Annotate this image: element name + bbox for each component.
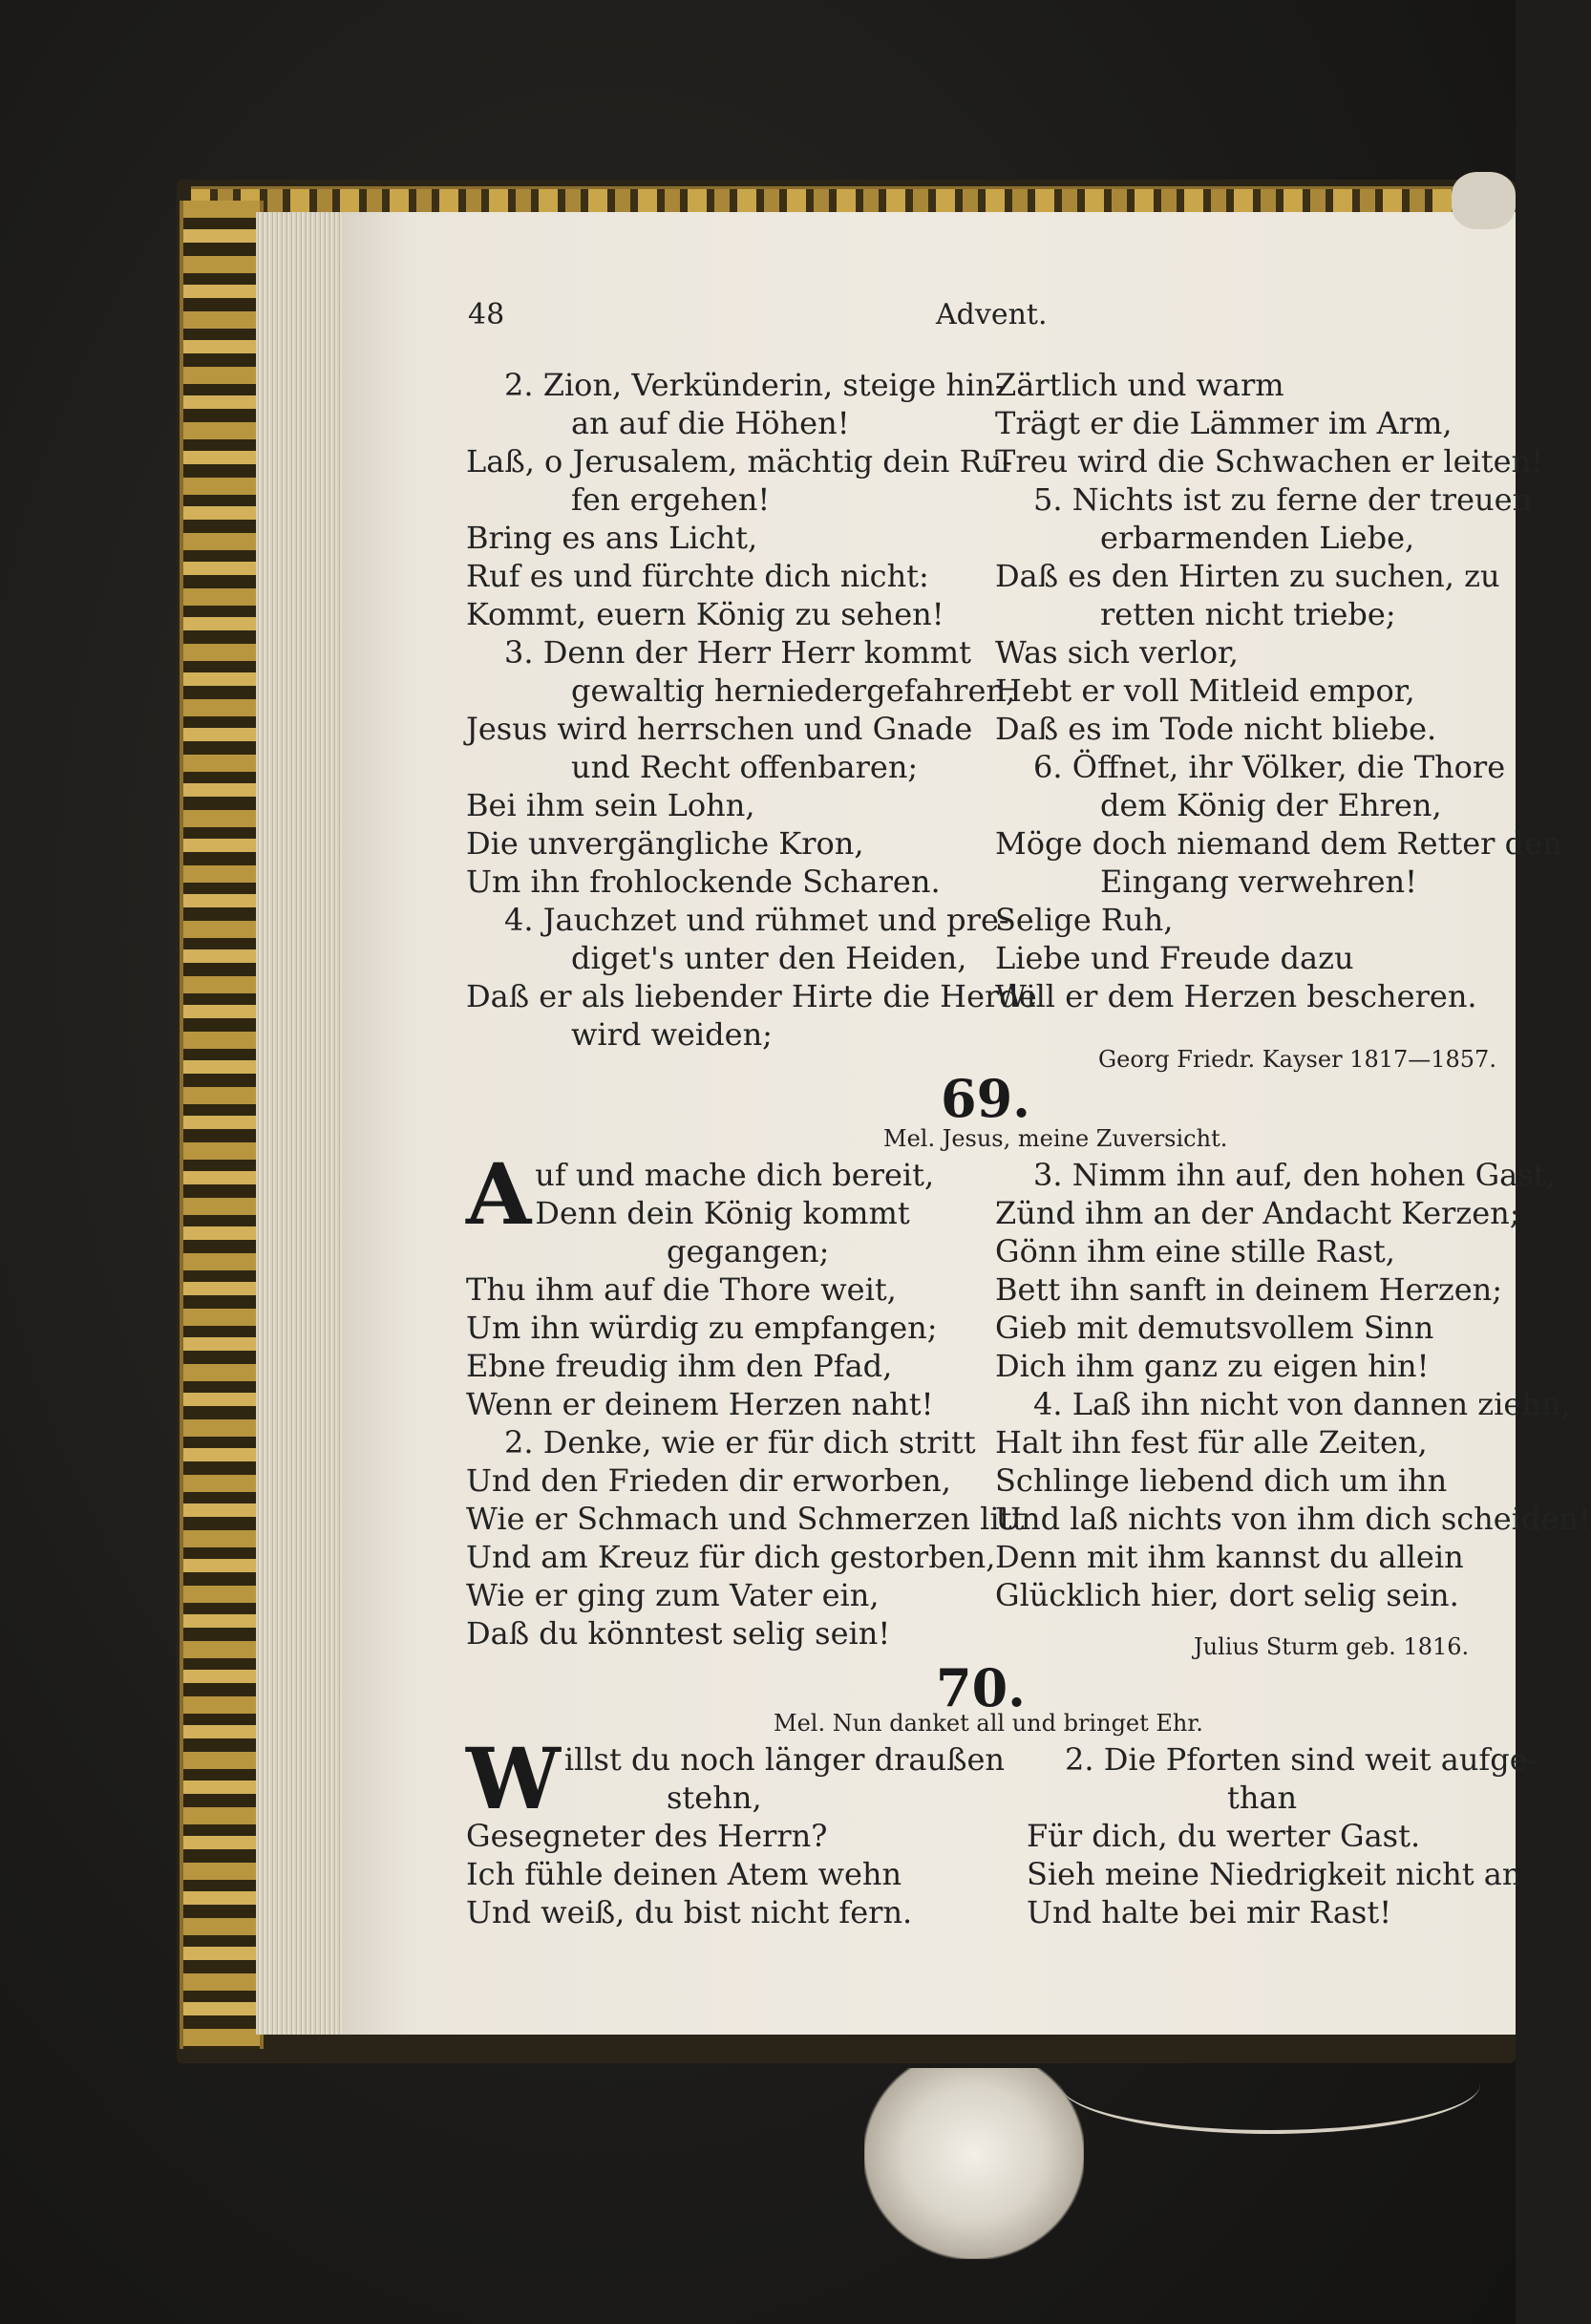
verse-line: Wenn er deinem Herzen naht! <box>466 1386 934 1422</box>
verse-line: Denn mit ihm kannst du allein <box>995 1539 1464 1575</box>
verse-line: gewaltig herniedergefahren, <box>571 672 1016 709</box>
verse-line: Trägt er die Lämmer im Arm, <box>995 405 1453 441</box>
hymn-70-left-column <box>466 1729 1006 1931</box>
drop-cap-70: W <box>466 1729 561 1828</box>
verse-line: Bett ihn sanft in deinem Herzen; <box>995 1271 1503 1308</box>
verse-line: 3. Nimm ihn auf, den hohen Gast, <box>1033 1157 1556 1193</box>
author-line-68: Georg Friedr. Kayser 1817—1857. <box>1098 1046 1496 1073</box>
verse-line: Liebe und Freude dazu <box>995 940 1354 976</box>
verse-line: Und den Frieden dir erworben, <box>466 1462 951 1499</box>
verse-line: fen ergehen! <box>571 481 771 518</box>
verse-line: Thu ihm auf die Thore weit, <box>466 1271 897 1308</box>
verse-line: diget's unter den Heiden, <box>571 940 967 976</box>
verse-line: Möge doch niemand dem Retter den <box>995 825 1562 862</box>
verse-line: 6. Öffnet, ihr Völker, die Thore <box>1033 749 1506 785</box>
verse-line: Und laß nichts von ihm dich scheiden! <box>995 1501 1591 1537</box>
page-number: 48 <box>468 298 505 331</box>
verse-line: 4. Laß ihn nicht von dannen ziehn, <box>1033 1386 1571 1422</box>
page-edges <box>256 212 344 2035</box>
verse-line: Glücklich hier, dort selig sein. <box>995 1577 1459 1613</box>
verse-line: Wie er Schmach und Schmerzen litt <box>466 1501 1025 1537</box>
verse-line: Gönn ihm eine stille Rast, <box>995 1233 1395 1269</box>
verse-line: gegangen; <box>667 1233 830 1269</box>
verse-line: an auf die Höhen! <box>571 405 850 441</box>
verse-line: 3. Denn der Herr Herr kommt <box>504 634 971 671</box>
verse-line: stehn, <box>667 1780 762 1816</box>
bookmark-cord <box>1060 2035 1480 2134</box>
hymn-70-right-column <box>1027 1740 1538 1931</box>
verse-line: Ruf es und fürchte dich nicht: <box>466 558 929 594</box>
author-line-69: Julius Sturm geb. 1816. <box>1194 1633 1470 1660</box>
verse-line: Selige Ruh, <box>995 902 1174 938</box>
verse-line: Dich ihm ganz zu eigen hin! <box>995 1348 1430 1384</box>
verse-line: und Recht offenbaren; <box>571 749 919 785</box>
verse-line: Daß es den Hirten zu suchen, zu <box>995 558 1500 594</box>
hymn-69-left-column <box>466 1144 1025 1652</box>
verse-line: erbarmenden Liebe, <box>1100 520 1415 556</box>
melody-69: Mel. Jesus, meine Zuversicht. <box>883 1125 1228 1152</box>
verse-line: Hebt er voll Mitleid empor, <box>995 672 1415 709</box>
verse-line: Was sich verlor, <box>995 634 1239 671</box>
right-column-top <box>995 366 1562 1015</box>
verse-line: Zünd ihm an der Andacht Kerzen; <box>995 1195 1520 1231</box>
verse-line: Ebne freudig ihm den Pfad, <box>466 1348 893 1384</box>
verse-line: Bring es ans Licht, <box>466 520 758 556</box>
verse-line: retten nicht triebe; <box>1100 596 1396 632</box>
verse-line: dem König der Ehren, <box>1100 787 1442 823</box>
verse-line: Laß, o Jerusalem, mächtig dein Ru- <box>466 443 1013 480</box>
bookmark-tassel <box>864 2068 1084 2259</box>
verse-line: Und weiß, du bist nicht fern. <box>466 1894 913 1930</box>
verse-line: wird weiden; <box>571 1016 773 1053</box>
verse-line: Gieb mit demutsvollem Sinn <box>995 1310 1434 1346</box>
verse-line: Bei ihm sein Lohn, <box>466 787 755 823</box>
verse-line: Wie er ging zum Vater ein, <box>466 1577 880 1613</box>
verse-line: Treu wird die Schwachen er leiten! <box>995 443 1544 480</box>
melody-70: Mel. Nun danket all und bringet Ehr. <box>774 1710 1203 1737</box>
section-title: Advent. <box>936 298 1048 331</box>
hymn-number-70: 70. <box>936 1657 1026 1718</box>
verse-line: Eingang verwehren! <box>1100 864 1417 900</box>
verse-line: Will er dem Herzen bescheren. <box>995 978 1477 1014</box>
verse-line: Daß er als liebender Hirte die Herde <box>466 978 1037 1014</box>
verse-line: 2. Die Pforten sind weit aufge- <box>1065 1741 1538 1778</box>
verse-line: Und halte bei mir Rast! <box>1027 1894 1392 1930</box>
verse-line: Und am Kreuz für dich gestorben, <box>466 1539 996 1575</box>
verse-line: Um ihn frohlockende Scharen. <box>466 864 941 900</box>
verse-line: Kommt, euern König zu sehen! <box>466 596 944 632</box>
verse-line: 5. Nichts ist zu ferne der treuen <box>1033 481 1533 518</box>
hymn-number-69: 69. <box>941 1068 1030 1129</box>
verse-line: Denn dein König kommt <box>535 1195 910 1231</box>
drop-cap-69: A <box>466 1144 532 1244</box>
verse-line: Sieh meine Niedrigkeit nicht an <box>1027 1856 1522 1892</box>
verse-line: Gesegneter des Herrn? <box>466 1818 828 1854</box>
verse-line: Jesus wird herrschen und Gnade <box>466 711 973 747</box>
verse-line: Ich fühle deinen Atem wehn <box>466 1856 902 1892</box>
verse-line: Daß es im Tode nicht bliebe. <box>995 711 1437 747</box>
verse-line: 4. Jauchzet und rühmet und pre- <box>504 902 1009 938</box>
verse-line: 2. Denke, wie er für dich stritt <box>504 1424 976 1460</box>
verse-line: Halt ihn fest für alle Zeiten, <box>995 1424 1428 1460</box>
verse-line: 2. Zion, Verkünderin, steige hin- <box>504 367 1006 403</box>
verse-line: Schlinge liebend dich um ihn <box>995 1462 1448 1499</box>
bookmark-cord-top <box>1452 172 1516 229</box>
verse-line: Für dich, du werter Gast. <box>1027 1818 1421 1854</box>
verse-line: Daß du könntest selig sein! <box>466 1615 891 1652</box>
hymn-69-right-column <box>995 1156 1591 1614</box>
verse-line: Zärtlich und warm <box>995 367 1284 403</box>
verse-line: than <box>1227 1780 1298 1816</box>
cover-ornament-left <box>180 201 264 2049</box>
verse-line: Die unvergängliche Kron, <box>466 825 864 862</box>
left-column-top <box>466 366 1037 1054</box>
verse-line: illst du noch länger draußen <box>563 1741 1006 1778</box>
verse-line: Um ihn würdig zu empfangen; <box>466 1310 938 1346</box>
verse-line: uf und mache dich bereit, <box>535 1157 935 1193</box>
